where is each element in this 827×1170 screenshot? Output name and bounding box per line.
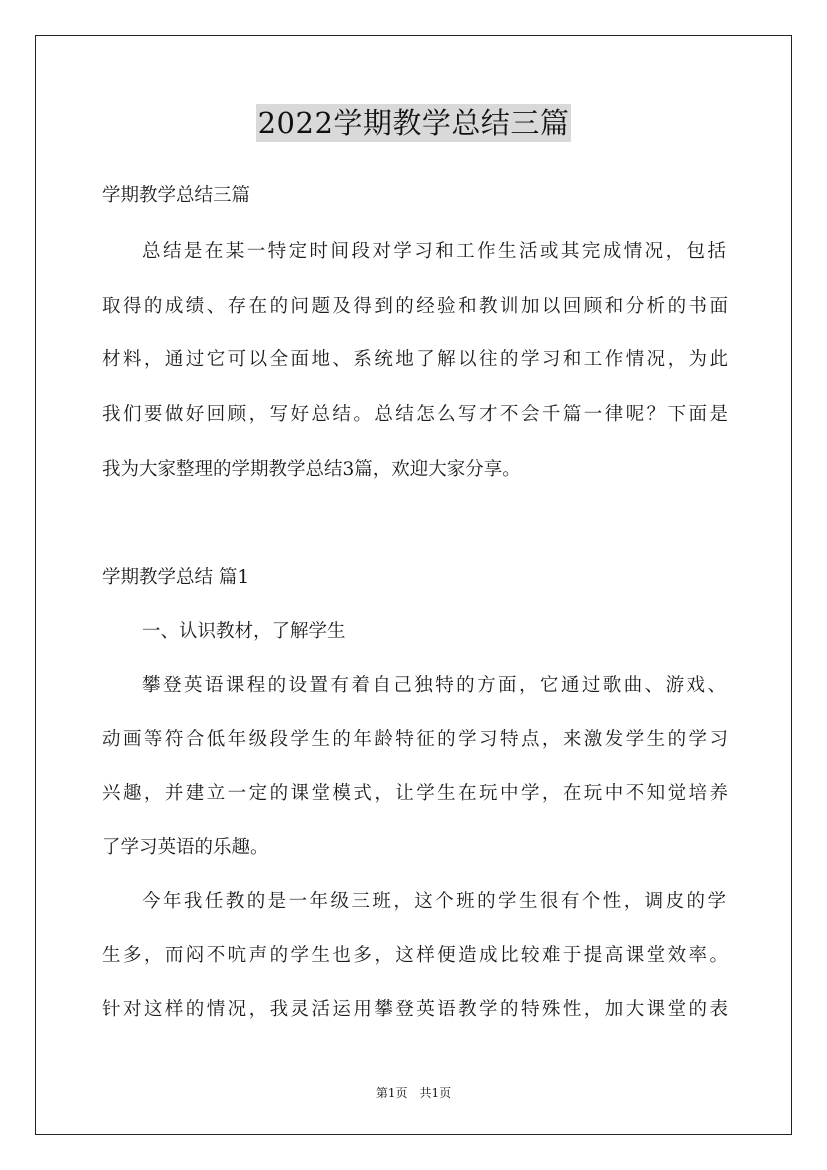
page-number: 第1页 [375, 1086, 408, 1100]
paragraph-line: 兴趣，并建立一定的课堂模式，让学生在玩中学，在玩中不知觉培养 [102, 783, 728, 804]
paragraph-line: 针对这样的情况，我灵活运用攀登英语教学的特殊性，加大课堂的表 [102, 999, 728, 1020]
page-footer [0, 1084, 827, 1101]
intro-line: 我们要做好回顾，写好总结。总结怎么写才不会千篇一律呢？下面是 [102, 404, 728, 425]
section-heading: 学期教学总结 篇1 [102, 567, 250, 588]
intro-line: 取得的成绩、存在的问题及得到的经验和教训加以回顾和分析的书面 [102, 296, 728, 317]
intro-line: 我为大家整理的学期教学总结3篇，欢迎大家分享。 [102, 459, 521, 480]
title-container [0, 104, 827, 142]
paragraph-line: 生多，而闷不吭声的学生也多，这样便造成比较难于提高课堂效率。 [102, 945, 728, 966]
paragraph-line: 攀登英语课程的设置有着自己独特的方面，它通过歌曲、游戏、 [142, 675, 726, 696]
paragraph-line: 了学习英语的乐趣。 [102, 837, 269, 858]
paragraph-line: 今年我任教的是一年级三班，这个班的学生很有个性，调皮的学 [142, 891, 726, 912]
document-title: 2022学期教学总结三篇 [257, 106, 570, 140]
document-subtitle: 学期教学总结三篇 [102, 185, 251, 206]
intro-line: 材料，通过它可以全面地、系统地了解以往的学习和工作情况，为此 [102, 349, 728, 370]
page-total: 共1页 [419, 1086, 452, 1100]
intro-line: 总结是在某一特定时间段对学习和工作生活或其完成情况，包括 [142, 241, 726, 262]
sub-heading: 一、认识教材，了解学生 [142, 621, 346, 642]
paragraph-line: 动画等符合低年级段学生的年龄特征的学习特点，来激发学生的学习 [102, 729, 728, 750]
